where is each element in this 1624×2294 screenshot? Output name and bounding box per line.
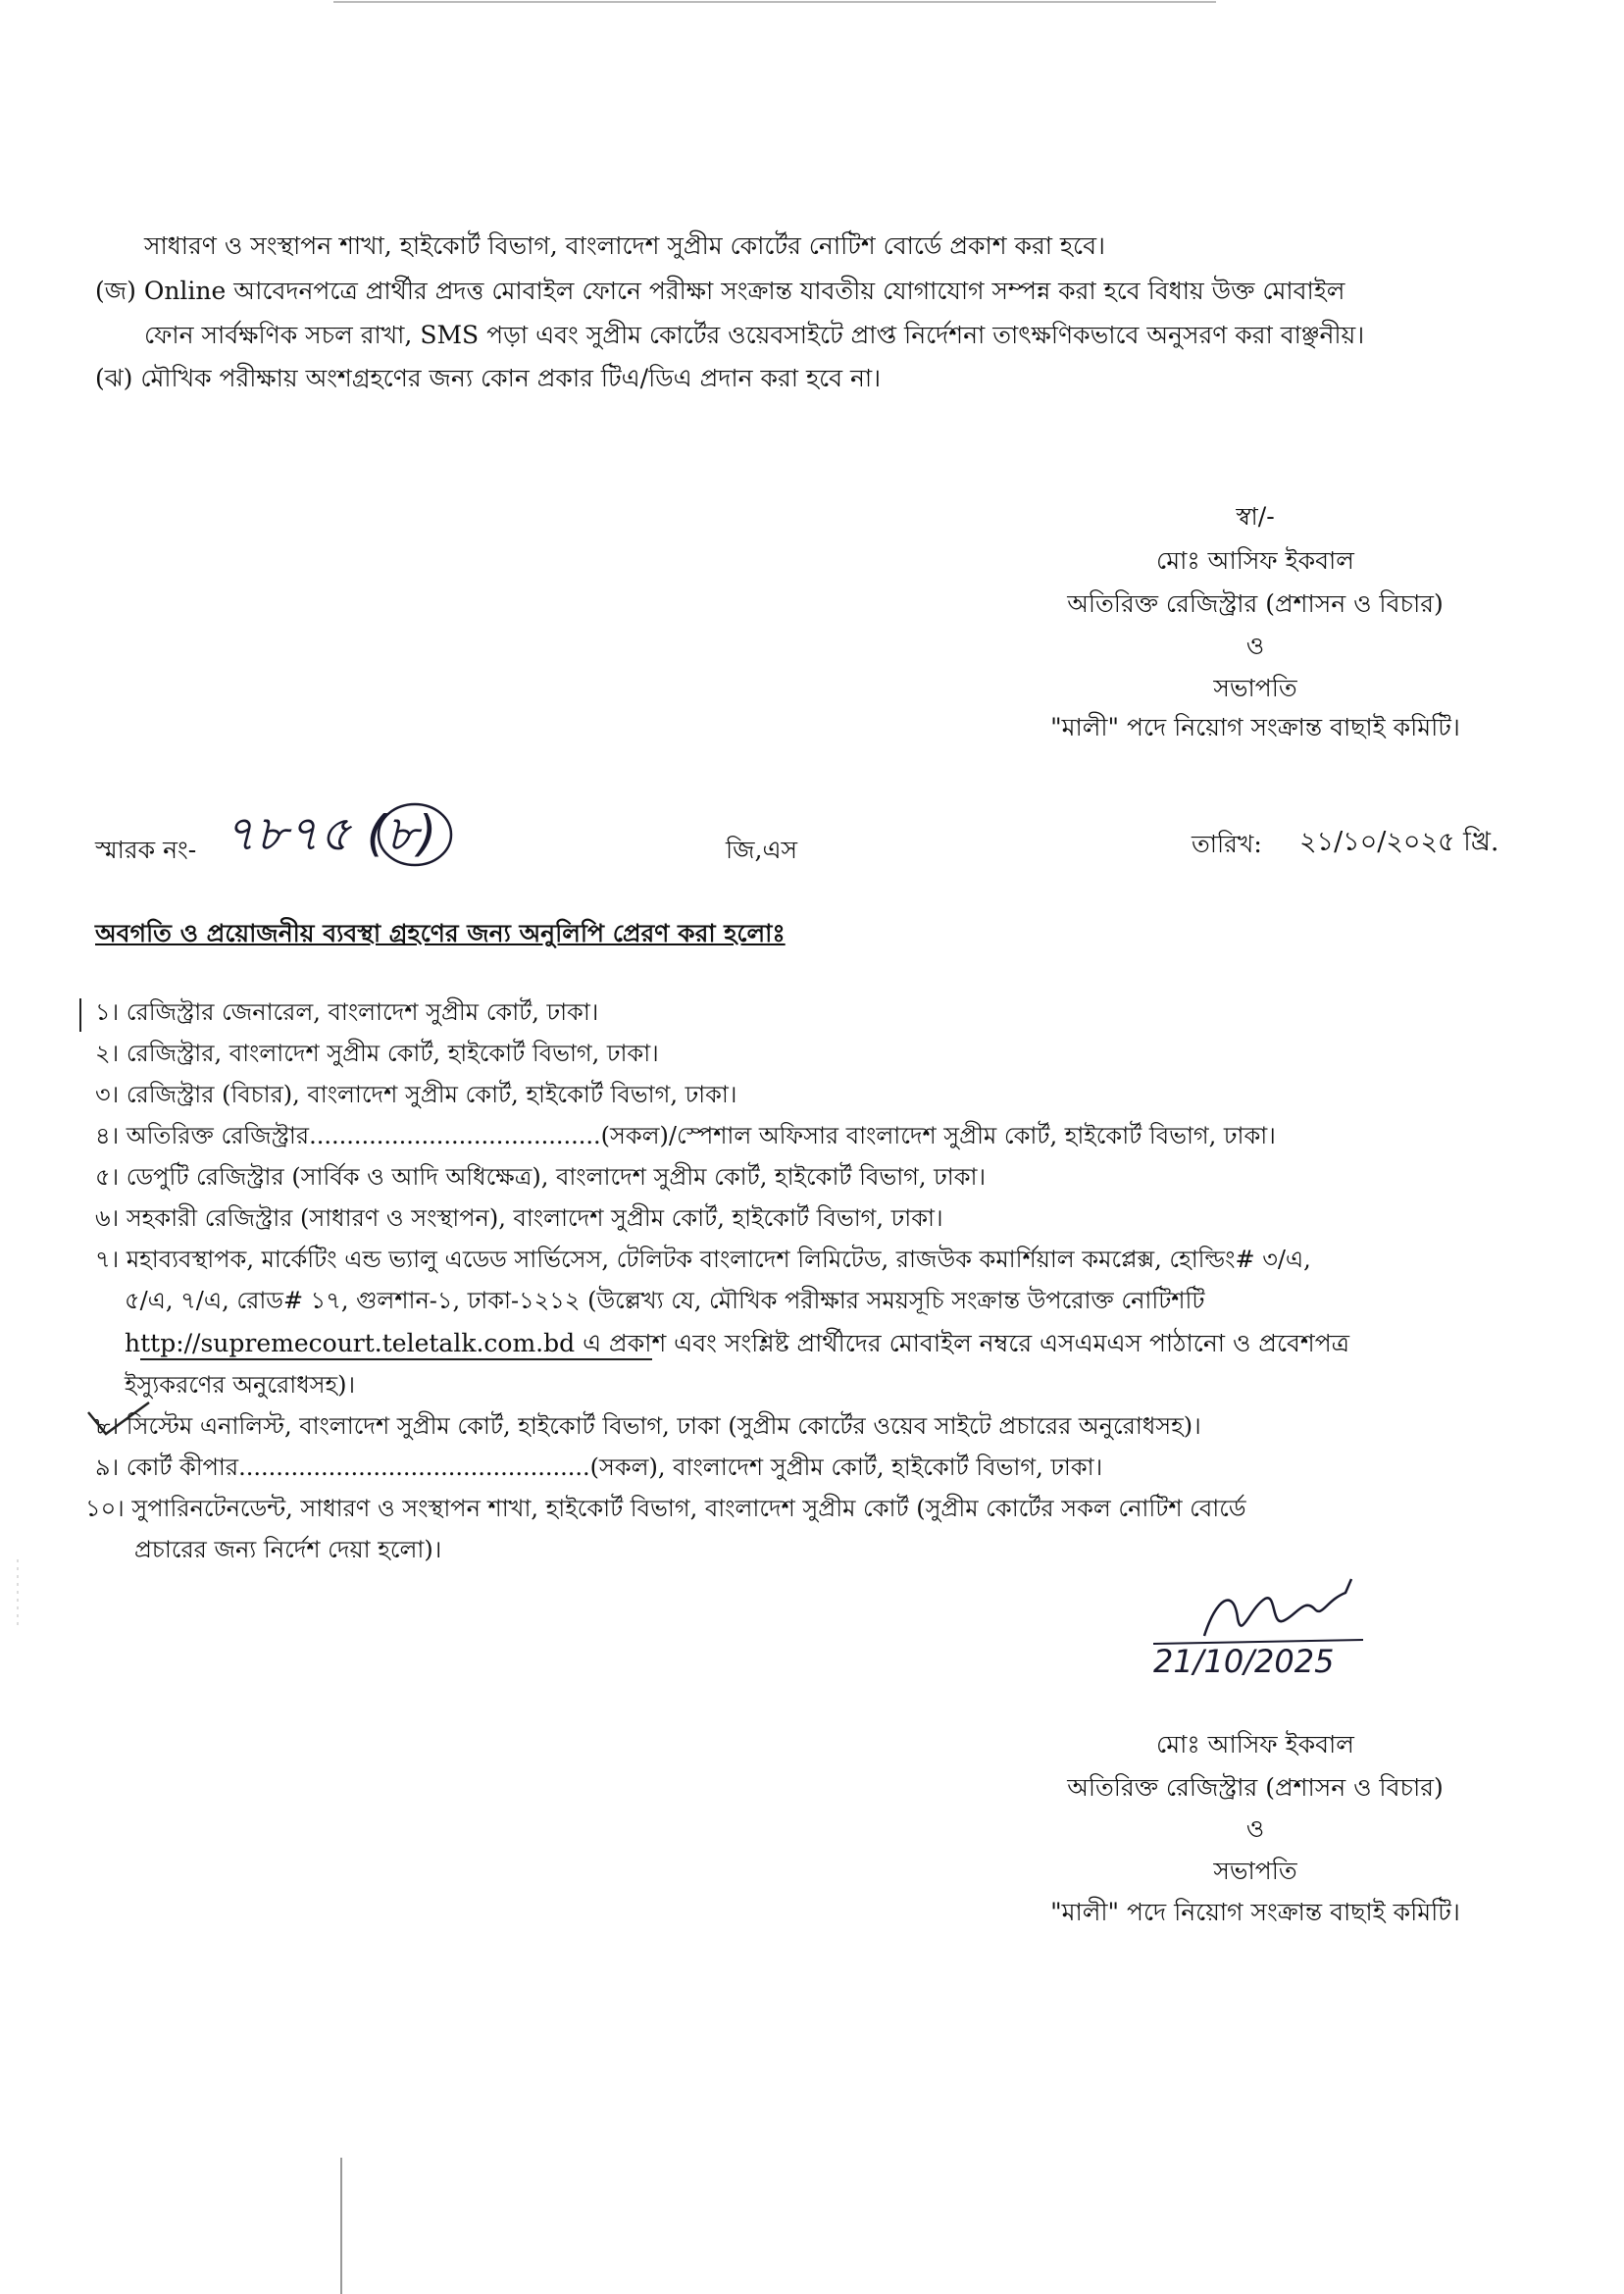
signature-1-designation: অতিরিক্ত রেজিস্ট্রার (প্রশাসন ও বিচার)	[1067, 589, 1444, 618]
memo-label: স্মারক নং-	[95, 836, 197, 864]
copy-item-2: ২। রেজিস্ট্রার, বাংলাদেশ সুপ্রীম কোর্ট, হাইকোর্ট বিভাগ, ঢাকা।	[95, 1040, 659, 1067]
copy-item-7-line-3: http://supremecourt.teletalk.com.bd এ প্রকাশ এবং সংশ্লিষ্ট প্রার্থীদের মোবাইল নম্বরে এসএমএস পাঠানো ও প্রবেশপত্র	[125, 1329, 1350, 1357]
memo-number-handwritten: ৭৮৭৫ (৮)	[224, 805, 437, 862]
signature-1-and: ও	[1245, 632, 1265, 660]
paragraph-continuation: সাধারণ ও সংস্থাপন শাখা, হাইকোর্ট বিভাগ, বাংলাদেশ সুপ্রীম কোর্টের নোটিশ বোর্ডে প্রকাশ করা হবে।	[144, 231, 1105, 260]
copy-item-7-line-2: ৫/এ, ৭/এ, রোড# ১৭, গুলশান-১, ঢাকা-১২১২ (উল্লেখ্য যে, মৌখিক পরীক্ষার সময়সূচি সংক্রান্ত উপরোক্ত নোটিশটি	[125, 1287, 1205, 1314]
copy-item-7-line-4: ইস্যুকরণের অনুরোধসহ)।	[125, 1371, 356, 1399]
signature-2-role: সভাপতি	[1213, 1857, 1297, 1885]
copy-item-8: ৮। সিস্টেম এনালিস্ট, বাংলাদেশ সুপ্রীম কোর্ট, হাইকোর্ট বিভাগ, ঢাকা (সুপ্রীম কোর্টের ওয়েব সাইটে প্রচারের অনুরোধসহ)।	[95, 1412, 1201, 1440]
copy-heading: অবগতি ও প্রয়োজনীয় ব্যবস্থা গ্রহণের জন্য অনুলিপি প্রেরণ করা হলোঃ	[95, 919, 786, 947]
signature-1-name: মোঃ আসিফ ইকবাল	[1156, 546, 1354, 575]
copy-item-10-line-2: প্রচারের জন্য নির্দেশ দেয়া হলো)।	[134, 1536, 442, 1563]
signature-date-handwritten: 21/10/2025	[1153, 1643, 1335, 1680]
copy-item-3: ৩। রেজিস্ট্রার (বিচার), বাংলাদেশ সুপ্রীম কোর্ট, হাইকোর্ট বিভাগ, ঢাকা।	[95, 1081, 737, 1108]
copy-item-1: ১। রেজিস্ট্রার জেনারেল, বাংলাদেশ সুপ্রীম কোর্ট, ঢাকা।	[95, 998, 599, 1026]
signature-1-role: সভাপতি	[1213, 674, 1297, 702]
signature-2-designation: অতিরিক্ত রেজিস্ট্রার (প্রশাসন ও বিচার)	[1067, 1773, 1444, 1802]
copy-item-5: ৫। ডেপুটি রেজিস্ট্রার (সার্বিক ও আদি অধিক্ষেত্র), বাংলাদেশ সুপ্রীম কোর্ট, হাইকোর্ট বিভাগ, ঢাকা।	[95, 1163, 987, 1191]
memo-date-value: ২১/১০/২০২৫ খ্রি.	[1299, 827, 1499, 857]
signature-2-and: ও	[1245, 1814, 1265, 1843]
memo-date-label: তারিখ:	[1192, 830, 1262, 858]
copy-item-7-line-1: ৭। মহাব্যবস্থাপক, মার্কেটিং এন্ড ভ্যালু এডেড সার্ভিসেস, টেলিটক বাংলাদেশ লিমিটেড, রাজউক কমার্শিয়াল কমপ্লেক্স, হোল্ডিং# ৩/এ,	[95, 1246, 1311, 1273]
copy-item-4: ৪। অতিরিক্ত রেজিস্ট্রার.......................................(সকল)/স্পেশাল অফিসার বাংলাদেশ সুপ্রীম কোর্ট, হাইকোর্ট বিভাগ, ঢাকা।	[95, 1122, 1276, 1149]
item-j-line-1: (জ) Online আবেদনপত্রে প্রার্থীর প্রদত্ত মোবাইল ফোনে পরীক্ষা সংক্রান্ত যাবতীয় যোগাযোগ সম্পন্ন করা হবে বিধায় উক্ত মোবাইল	[95, 277, 1345, 305]
item-j-line-2: ফোন সার্বক্ষণিক সচল রাখা, SMS পড়া এবং সুপ্রীম কোর্টের ওয়েবসাইটে প্রাপ্ত নির্দেশনা তাৎক্ষণিকভাবে অনুসরণ করা বাঞ্ছনীয়।	[144, 321, 1365, 349]
memo-circle-mark	[379, 804, 451, 865]
copy-item-9: ৯। কোর্ট কীপার...............................................(সকল), বাংলাদেশ সুপ্রীম কোর্ট, হাইকোর্ট বিভাগ, ঢাকা।	[95, 1453, 1103, 1481]
copy-item-6: ৬। সহকারী রেজিস্ট্রার (সাধারণ ও সংস্থাপন), বাংলাদেশ সুপ্রীম কোর্ট, হাইকোর্ট বিভাগ, ঢাকা।	[95, 1204, 943, 1232]
signature-1-committee: "মালী" পদে নিয়োগ সংক্রান্ত বাছাই কমিটি।	[1050, 713, 1460, 741]
signature-2-name: মোঃ আসিফ ইকবাল	[1156, 1730, 1354, 1759]
item-jh: (ঝ) মৌখিক পরীক্ষায় অংশগ্রহণের জন্য কোন প্রকার টিএ/ডিএ প্রদান করা হবে না।	[95, 364, 882, 392]
copy-item-10-line-1: ১০। সুপারিনটেনডেন্ট, সাধারণ ও সংস্থাপন শাখা, হাইকোর্ট বিভাগ, বাংলাদেশ সুপ্রীম কোর্ট (সুপ্রীম কোর্টের সকল নোটিশ বোর্ডে	[85, 1495, 1246, 1522]
memo-section: জি,এস	[726, 836, 797, 864]
signature-1-signed: স্বা/-	[1236, 502, 1275, 531]
signature-scribble	[1204, 1579, 1351, 1636]
signature-2-committee: "মালী" পদে নিয়োগ সংক্রান্ত বাছাই কমিটি।	[1050, 1898, 1460, 1926]
check-mark	[88, 1402, 149, 1434]
